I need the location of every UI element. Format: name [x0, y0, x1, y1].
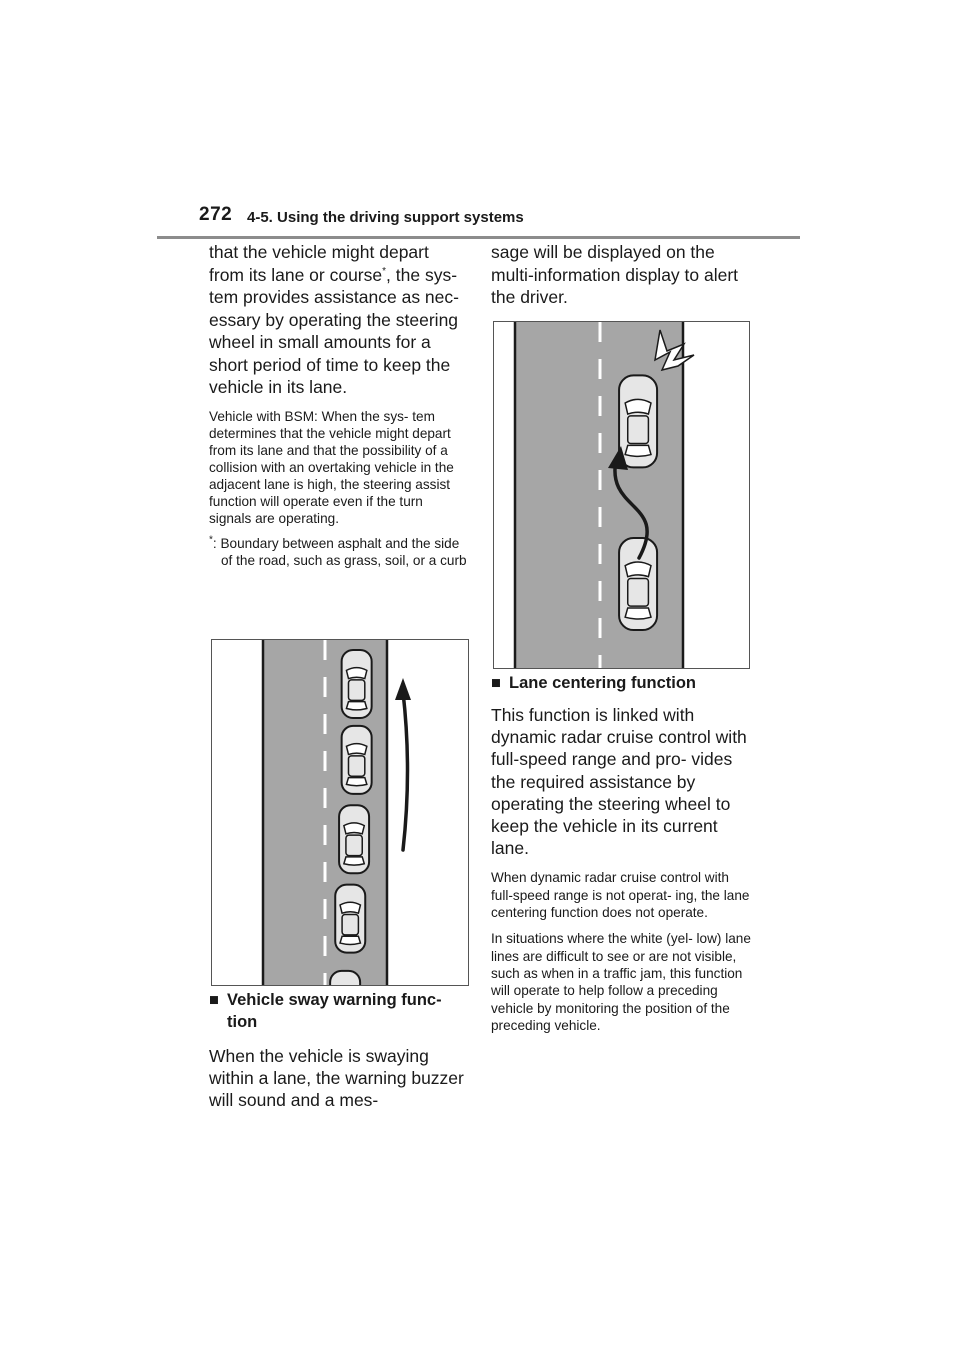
car-icon [619, 375, 657, 467]
sway-heading [209, 989, 467, 1033]
centering-note-1: When dynamic radar cruise control with full-speed range is not operat- ing, the lane centering function does not operate. [491, 870, 750, 921]
path-arrow [403, 692, 408, 850]
page-number: 272 [199, 204, 233, 225]
left-column-lower [209, 989, 467, 1111]
intro-line2-pre: from its lane or course [209, 264, 383, 285]
sway-body: When the vehicle is swaying within a lane, the warning buzzer will sound and a mes- [209, 1046, 464, 1110]
centering-note-2: In situations where the white (yel- low) lane lines are difficult to see or are not visible, such as when in a traffic jam, this function will operate to help follow a preceding vehicle by monitoring the position of the preceding vehicle. [491, 931, 751, 1033]
car-icon [342, 650, 372, 718]
car-icon [335, 885, 365, 953]
arrow-head [395, 678, 411, 700]
centering-body: This function is linked with dynamic radar cruise control with full-speed range and pro- vides the required assistance by operating the steering wheel to keep the vehicle in its current lane. [491, 705, 747, 859]
bsm-note: Vehicle with BSM: When the sys- tem determines that the vehicle might depart from its lane and that the possibility of a collision with an overtaking vehicle in the adjacent lane is high, the steering assist function will operate even if the turn signals are operating. [209, 408, 454, 526]
right-column-upper [491, 241, 753, 309]
section-title: 4-5. Using the driving support systems [247, 209, 524, 226]
footnote-ref: * [382, 265, 387, 277]
car-icon [330, 971, 360, 985]
car-icon [339, 805, 369, 873]
intro-paragraph [209, 241, 467, 399]
centering-heading [491, 672, 753, 694]
footnote-text: : Boundary between asphalt and the side of the road, such as grass, soil, or a curb [212, 535, 467, 568]
intro-line2-post: , the sys- [386, 264, 458, 285]
lane-trace-diagram [212, 640, 468, 985]
centering-heading-text: Lane centering function [509, 674, 697, 692]
right-column-lower [491, 672, 753, 1034]
intro-line1: that the vehicle might depart [209, 242, 429, 262]
car-icon [342, 726, 372, 794]
left-column-upper [209, 241, 467, 569]
page-header [157, 202, 800, 239]
sway-warning-diagram [494, 322, 749, 668]
sway-heading-text: Vehicle sway warning func- tion [227, 991, 442, 1031]
sway-warning-figure [493, 321, 750, 669]
footnote-mark: * [209, 533, 213, 545]
car-icon [619, 538, 657, 630]
bullet-square: ■ [491, 674, 501, 692]
intro-rest: tem provides assistance as nec- essary by operating the steering wheel in small amounts for a short period of time to keep the vehicle in its lane. [209, 287, 459, 397]
sway-body-continued: sage will be displayed on the multi-information display to alert the driver. [491, 242, 739, 307]
footnote [209, 535, 467, 569]
bullet-square: ■ [209, 991, 219, 1009]
lane-trace-figure [211, 639, 469, 986]
